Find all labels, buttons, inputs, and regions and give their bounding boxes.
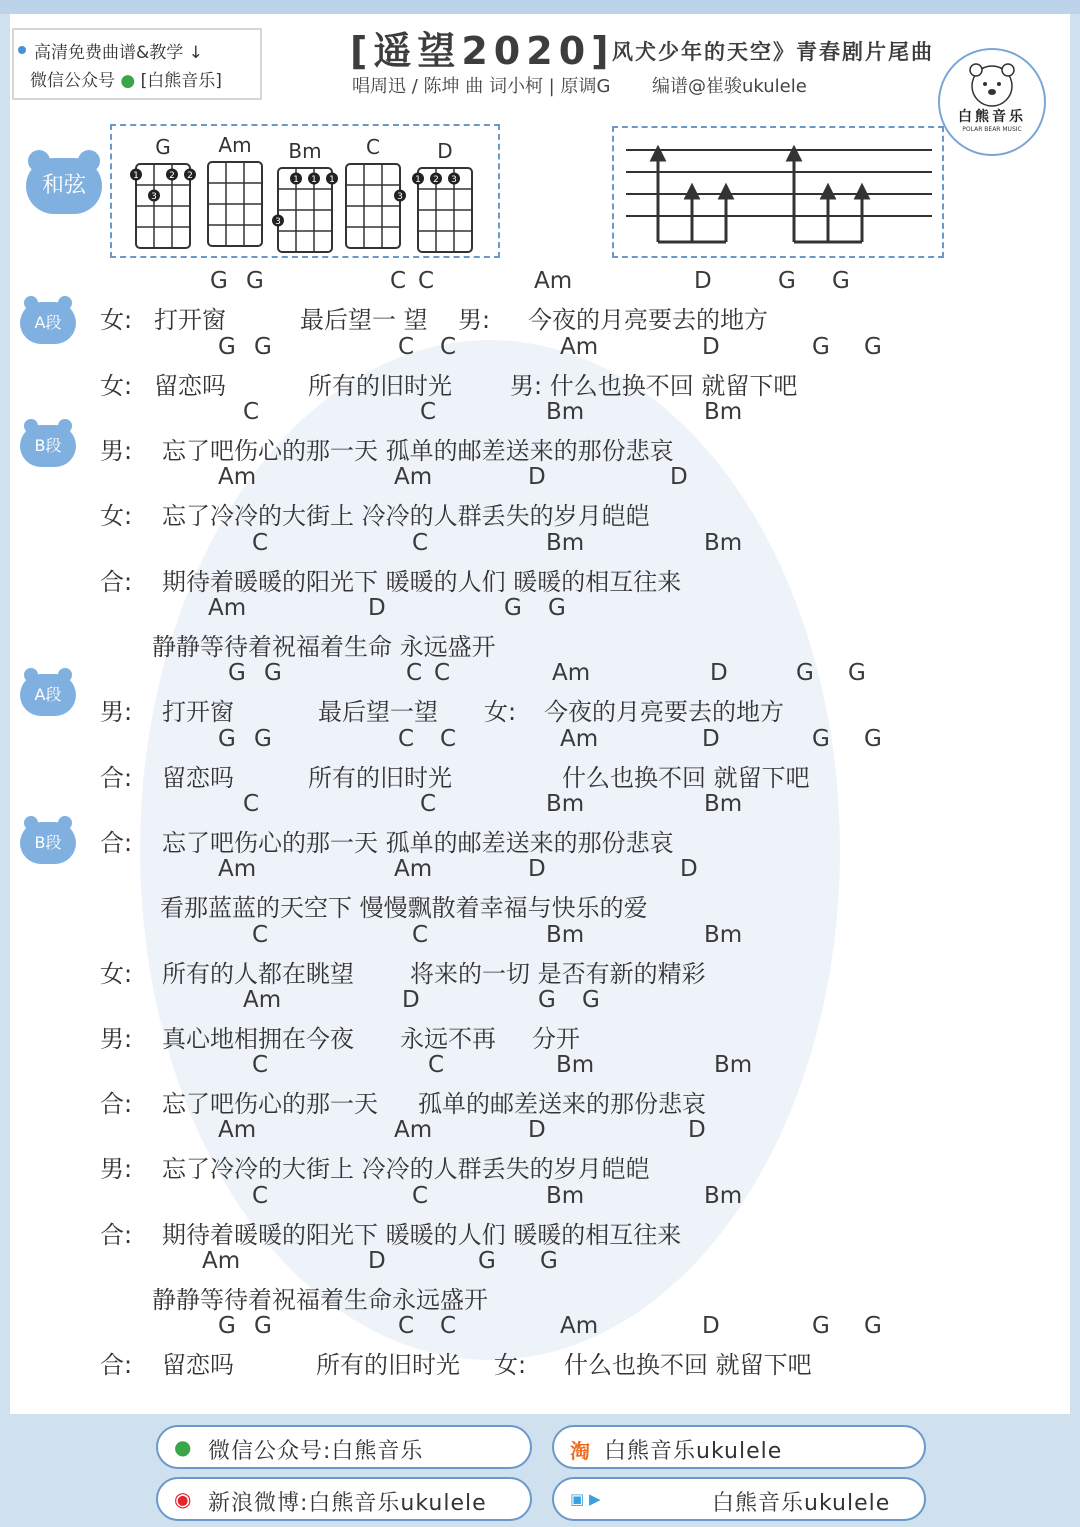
chord-symbol: Bm xyxy=(704,530,743,556)
chord-line xyxy=(0,922,1060,952)
svg-text:1: 1 xyxy=(133,171,139,181)
footer-video-text: 白熊音乐ukulele xyxy=(712,1491,891,1516)
chord-symbol: G xyxy=(832,268,850,294)
chord-symbol: G xyxy=(228,660,246,686)
lyric-line xyxy=(0,1084,1060,1118)
chord-symbol: Am xyxy=(552,660,591,686)
chord-name: G xyxy=(155,135,171,159)
lyric-line xyxy=(0,1215,1060,1249)
chord-symbol: D xyxy=(702,726,720,752)
promo-account: [白熊音乐] xyxy=(140,71,222,91)
chord-diagrams xyxy=(110,124,500,258)
chord-symbol: C xyxy=(252,922,269,948)
lyric-text: 打开窗 xyxy=(154,306,226,334)
svg-text:3: 3 xyxy=(151,192,157,202)
chord-symbol: C xyxy=(412,530,429,556)
lyric-text: 孤单的邮差送来的那份悲哀 xyxy=(418,1090,706,1118)
chord-symbol: G xyxy=(218,726,236,752)
singer-label: 合: xyxy=(100,1221,133,1249)
lyric-text: 看那蓝蓝的天空下 慢慢飘散着幸福与快乐的爱 xyxy=(160,894,648,922)
chord-symbol: Bm xyxy=(556,1052,595,1078)
singer-label: 男: xyxy=(100,698,133,726)
svg-text:2: 2 xyxy=(187,171,193,181)
section-label-a: A段 xyxy=(34,313,62,332)
chord-symbol: Am xyxy=(202,1248,241,1274)
footer-wechat-text: 微信公众号:白熊音乐 xyxy=(208,1439,424,1464)
chord-symbol: G xyxy=(796,660,814,686)
chord-line xyxy=(0,334,1060,364)
chord-symbol: D xyxy=(694,268,712,294)
chord-symbol: G xyxy=(218,334,236,360)
chord-symbol: Bm xyxy=(546,530,585,556)
chord-symbol: G xyxy=(210,268,228,294)
chord-symbol: Bm xyxy=(546,791,585,817)
lyric-line xyxy=(0,366,1060,400)
chord-symbol: Am xyxy=(218,1117,257,1143)
chord-symbol: Bm xyxy=(704,922,743,948)
chord-symbol: G xyxy=(848,660,866,686)
chord-diagram xyxy=(208,133,262,246)
chord-symbol: Am xyxy=(534,268,573,294)
chords-label: 和弦 xyxy=(41,173,86,198)
chord-symbol: C xyxy=(428,1052,445,1078)
chord-symbol: G xyxy=(246,268,264,294)
chord-symbol: C xyxy=(420,791,437,817)
bullet-icon xyxy=(18,46,26,54)
chord-symbol: Am xyxy=(208,595,247,621)
chord-symbol: Bm xyxy=(704,399,743,425)
chord-symbol: Bm xyxy=(546,1183,585,1209)
lyric-line xyxy=(0,692,1060,726)
chord-symbol: Bm xyxy=(546,399,585,425)
lyric-line xyxy=(0,1019,1060,1053)
chord-line xyxy=(0,791,1060,821)
chord-symbol: D xyxy=(702,1313,720,1339)
chord-line xyxy=(0,1248,1060,1278)
chord-symbol: D xyxy=(402,987,420,1013)
lyric-text: 将来的一切 是否有新的精彩 xyxy=(410,960,706,988)
wechat-icon: ● xyxy=(174,1435,192,1459)
promo-box xyxy=(12,28,262,100)
chord-symbol: C xyxy=(252,530,269,556)
footer-taobao[interactable] xyxy=(552,1425,926,1469)
chord-diagram xyxy=(130,135,196,248)
chord-symbol: Am xyxy=(560,334,599,360)
chord-symbol: Am xyxy=(394,464,433,490)
singer-label: 女: xyxy=(100,372,133,400)
chord-name: Am xyxy=(218,133,252,157)
chord-name: D xyxy=(437,139,453,163)
lyric-text: 静静等待着祝福着生命 永远盛开 xyxy=(152,633,496,661)
chord-symbol: G xyxy=(254,726,272,752)
singer-label: 合: xyxy=(100,1090,133,1118)
chord-symbol: D xyxy=(368,1248,386,1274)
chord-symbol: C xyxy=(440,1313,457,1339)
chord-symbol: C xyxy=(420,399,437,425)
chord-symbol: G xyxy=(254,1313,272,1339)
lyric-line xyxy=(0,758,1060,792)
lyric-text: 忘了冷冷的大街上 冷冷的人群丢失的岁月皑皑 xyxy=(162,502,650,530)
chord-symbol: Bm xyxy=(714,1052,753,1078)
lyric-text: 所有的旧时光 xyxy=(308,764,452,792)
bilibili-youku-icon: ▣ ▶ xyxy=(570,1490,601,1508)
chord-symbol: Am xyxy=(218,856,257,882)
lyric-text: 分开 xyxy=(532,1025,580,1053)
chord-symbol: C xyxy=(252,1183,269,1209)
lyric-text: 女: xyxy=(494,1351,527,1379)
chord-symbol: C xyxy=(243,791,260,817)
lyric-line xyxy=(0,823,1060,857)
lyric-text: 所有的旧时光 xyxy=(308,372,452,400)
lyric-text: 留恋吗 xyxy=(154,372,226,400)
lyric-line xyxy=(0,627,1060,661)
taobao-icon: 淘 xyxy=(570,1439,590,1463)
lyric-text: 期待着暖暖的阳光下 暖暖的人们 暖暖的相互往来 xyxy=(162,568,682,596)
chord-symbol: G xyxy=(540,1248,558,1274)
lyric-text: 留恋吗 xyxy=(162,764,234,792)
chord-symbol: Am xyxy=(560,1313,599,1339)
section-badge-b2 xyxy=(20,822,76,864)
top-band xyxy=(0,0,1080,14)
weibo-icon: ◉ xyxy=(174,1487,192,1511)
svg-text:1: 1 xyxy=(415,175,421,185)
chord-symbol: G xyxy=(504,595,522,621)
chord-diagram xyxy=(412,139,472,252)
lyric-line xyxy=(0,1345,1060,1379)
polar-bear-logo xyxy=(938,48,1046,156)
chord-name: Bm xyxy=(288,139,322,163)
singer-label: 合: xyxy=(100,829,133,857)
chord-symbol: C xyxy=(440,726,457,752)
singer-label: 男: xyxy=(100,1155,133,1183)
chord-diagram xyxy=(346,135,406,248)
chord-symbol: Bm xyxy=(546,922,585,948)
chord-line xyxy=(0,660,1060,690)
chord-symbol: C xyxy=(418,268,435,294)
chord-symbol: Bm xyxy=(704,791,743,817)
song-credits: 唱周迅 / 陈坤 曲 词小柯 | 原调G xyxy=(352,76,611,97)
chord-line xyxy=(0,530,1060,560)
footer-weibo[interactable] xyxy=(156,1477,532,1521)
chord-symbol: D xyxy=(528,464,546,490)
lyric-text: 今夜的月亮要去的地方 xyxy=(544,698,784,726)
svg-text:2: 2 xyxy=(169,171,175,181)
svg-text:3: 3 xyxy=(451,175,457,185)
chord-symbol: D xyxy=(680,856,698,882)
chord-symbol: C xyxy=(398,1313,415,1339)
footer-wechat[interactable] xyxy=(156,1425,532,1469)
lyric-text: 忘了吧伤心的那一天 孤单的邮差送来的那份悲哀 xyxy=(162,829,674,857)
arranger: 编谱@崔骏ukulele xyxy=(652,76,807,97)
chord-symbol: G xyxy=(548,595,566,621)
chord-symbol: G xyxy=(582,987,600,1013)
lyric-line xyxy=(0,888,1060,922)
promo-line1: 高清免费曲谱&教学 ↓ xyxy=(34,43,203,63)
singer-label: 合: xyxy=(100,764,133,792)
logo-text: 白熊音乐 xyxy=(958,109,1026,125)
song-subtitle: 风犬少年的天空》青春剧片尾曲 xyxy=(612,40,934,64)
chord-line xyxy=(0,1052,1060,1082)
lyric-text: 永远不再 xyxy=(400,1025,496,1053)
footer-weibo-text: 新浪微博:白熊音乐ukulele xyxy=(208,1491,487,1516)
svg-text:2: 2 xyxy=(433,175,439,185)
chord-line xyxy=(0,1313,1060,1343)
footer-video[interactable] xyxy=(552,1477,926,1521)
chord-symbol: G xyxy=(254,334,272,360)
chord-symbol: D xyxy=(528,856,546,882)
chord-diagram xyxy=(272,139,338,252)
chord-symbol: G xyxy=(864,1313,882,1339)
chord-line xyxy=(0,595,1060,625)
chord-symbol: C xyxy=(390,268,407,294)
lyric-text: 女: xyxy=(484,698,517,726)
section-badge-b xyxy=(20,425,76,467)
lyric-line xyxy=(0,954,1060,988)
lyric-text: 忘了吧伤心的那一天 xyxy=(162,1090,378,1118)
chords-badge xyxy=(26,158,102,214)
promo-line2-text: 微信公众号 xyxy=(30,71,115,91)
logo-subtext: POLAR BEAR MUSIC xyxy=(962,126,1022,133)
chord-symbol: C xyxy=(412,1183,429,1209)
singer-label: 合: xyxy=(100,1351,133,1379)
lyric-line xyxy=(0,562,1060,596)
section-badge-a xyxy=(20,302,76,344)
footer-taobao-text: 白熊音乐ukulele xyxy=(604,1439,783,1464)
chord-symbol: G xyxy=(478,1248,496,1274)
chord-symbol: C xyxy=(398,334,415,360)
chord-symbol: G xyxy=(864,726,882,752)
chord-symbol: C xyxy=(252,1052,269,1078)
chord-line xyxy=(0,268,1060,298)
strum-pattern xyxy=(612,126,944,258)
svg-text:1: 1 xyxy=(329,175,335,185)
section-badge-a2 xyxy=(20,674,76,716)
chord-line xyxy=(0,399,1060,429)
singer-label: 女: xyxy=(100,502,133,530)
lyric-text: 打开窗 xyxy=(162,698,234,726)
svg-text:1: 1 xyxy=(293,175,299,185)
chord-symbol: C xyxy=(243,399,260,425)
strum-pattern-svg xyxy=(614,128,942,256)
chord-symbol: Bm xyxy=(704,1183,743,1209)
chord-diagram-svg xyxy=(112,126,498,256)
lyric-text: 最后望一望 xyxy=(318,698,438,726)
chord-line xyxy=(0,1117,1060,1147)
chord-symbol: C xyxy=(398,726,415,752)
chord-symbol: D xyxy=(528,1117,546,1143)
lyric-text: 忘了冷冷的大街上 冷冷的人群丢失的岁月皑皑 xyxy=(162,1155,650,1183)
chord-name: C xyxy=(366,135,380,159)
chord-line xyxy=(0,464,1060,494)
chord-line xyxy=(0,1183,1060,1213)
svg-text:3: 3 xyxy=(397,192,403,202)
lyric-line xyxy=(0,496,1060,530)
lyric-text: 忘了吧伤心的那一天 孤单的邮差送来的那份悲哀 xyxy=(162,437,674,465)
lyric-line xyxy=(0,431,1060,465)
chord-symbol: D xyxy=(702,334,720,360)
bear-logo-icon xyxy=(940,56,1044,112)
svg-text:3: 3 xyxy=(275,217,281,227)
chord-symbol: G xyxy=(812,334,830,360)
chord-symbol: G xyxy=(264,660,282,686)
lyric-text: 所有的人都在眺望 xyxy=(162,960,354,988)
singer-label: 合: xyxy=(100,568,133,596)
chord-symbol: C xyxy=(440,334,457,360)
wechat-icon: ● xyxy=(120,71,136,91)
chord-symbol: G xyxy=(812,1313,830,1339)
chord-symbol: C xyxy=(412,922,429,948)
lyric-line xyxy=(0,1149,1060,1183)
section-label-b: B段 xyxy=(34,436,62,455)
lyric-line xyxy=(0,1280,1060,1314)
chord-symbol: Am xyxy=(243,987,282,1013)
singer-label: 男: xyxy=(100,437,133,465)
chord-line xyxy=(0,987,1060,1017)
chord-symbol: Am xyxy=(394,856,433,882)
lyric-text: 什么也换不回 就留下吧 xyxy=(562,764,810,792)
chord-symbol: G xyxy=(864,334,882,360)
chord-symbol: G xyxy=(218,1313,236,1339)
lyric-text: 静静等待着祝福着生命永远盛开 xyxy=(152,1286,488,1314)
section-label-b2: B段 xyxy=(34,833,62,852)
chord-symbol: D xyxy=(710,660,728,686)
lyric-text: 什么也换不回 就留下吧 xyxy=(564,1351,812,1379)
chord-symbol: D xyxy=(368,595,386,621)
svg-text:1: 1 xyxy=(311,175,317,185)
singer-label: 男: xyxy=(100,1025,133,1053)
promo-line2 xyxy=(30,66,222,91)
singer-label: 女: xyxy=(100,960,133,988)
chord-symbol: C xyxy=(434,660,451,686)
lyric-text: 今夜的月亮要去的地方 xyxy=(528,306,768,334)
chord-symbol: D xyxy=(688,1117,706,1143)
chord-symbol: Am xyxy=(560,726,599,752)
lyric-text: 留恋吗 xyxy=(162,1351,234,1379)
chord-symbol: Am xyxy=(394,1117,433,1143)
chord-line xyxy=(0,726,1060,756)
lyric-line xyxy=(0,300,1060,334)
chord-symbol: D xyxy=(670,464,688,490)
singer-label: 女: xyxy=(100,306,133,334)
lyric-text: 所有的旧时光 xyxy=(316,1351,460,1379)
chord-symbol: G xyxy=(538,987,556,1013)
lyric-text: 真心地相拥在今夜 xyxy=(162,1025,354,1053)
lyric-text: 男: 什么也换不回 就留下吧 xyxy=(510,372,798,400)
chord-line xyxy=(0,856,1060,886)
chord-symbol: G xyxy=(778,268,796,294)
chord-symbol: C xyxy=(406,660,423,686)
lyric-text: 男: xyxy=(458,306,491,334)
chord-symbol: Am xyxy=(218,464,257,490)
chord-symbol: G xyxy=(812,726,830,752)
lyric-text: 期待着暖暖的阳光下 暖暖的人们 暖暖的相互往来 xyxy=(162,1221,682,1249)
lyric-text: 最后望一 望 xyxy=(300,306,428,334)
song-title: [遥望2020] xyxy=(350,29,615,73)
section-label-a2: A段 xyxy=(34,685,62,704)
